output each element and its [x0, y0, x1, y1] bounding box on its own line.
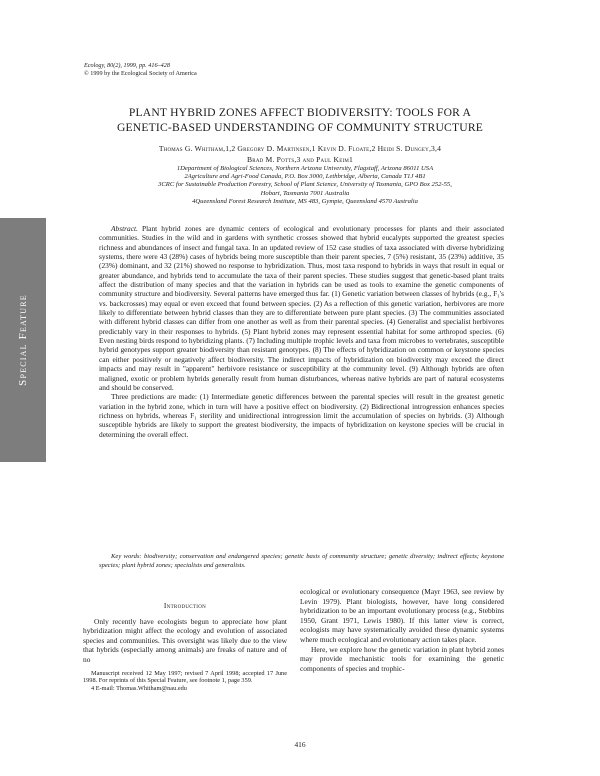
abstract [99, 224, 504, 439]
abstract-text-1: Plant hybrid zones are dynamic centers of ecological and evolutionary processes for plants and their associated communities. Studies in the wild and in gardens with synthetic crosses showed that hybrid eucalypts supported the greatest species richness and abundances of insect and fungal taxa. In an updated review of 152 case studies of taxa associated with diverse hybridizing systems, there were 43 (28%) cases of hybrids being more susceptible than their parent species, 7 (5%) resistant, 35 (23%) additive, 35 (23%) dominant, and 32 (21%) showed no response to hybridization. Thus, most taxa respond to hybrids in ways that result in equal or greater abundance, and hybrids tend to accumulate the taxa of their parent species. These studies suggest that genetic-based plant traits affect the distribution of many species and that the variation in hybrids can be used as tools to examine the genetic components of community structure and biodiversity. Several patterns have emerged thus far. (1) Genetic variation between classes of hybrids (e.g., F₁'s vs. backcrosses) may equal or even exceed that found between species. (2) As a reflection of this genetic variation, herbivores are more likely to differentiate between hybrid classes than they are to differentiate between pure plant species. (3) The communities associated with different hybrid classes can differ from one another as well as from their parental species. (4) Generalist and specialist herbivores predictably vary in their responses to hybrids. (5) Plant hybrid zones may represent essential habitat for some arthropod species. (6) Even nesting birds respond to hybridizing plants. (7) Including multiple trophic levels and taxa from microbes to vertebrates, susceptible hybrid genotypes support greater biodiversity than resistant genotypes. (8) The effects of hybridization on common or keystone species can either positively or negatively affect biodiversity. The indirect impacts of hybridization on biodiversity may exceed the direct impacts and may result in "apparent" herbivore resistance or susceptibility at the community level. (9) Although hybrids are often maligned, exotic or problem hybrids generally result from human disturbances, whereas native hybrids are part of natural ecosystems and should be conserved. [99, 224, 504, 392]
article-title [60, 106, 540, 135]
journal-header [84, 62, 197, 77]
intro-paragraph-right-1: ecological or evolutionary consequence (Mayr 1963, see review by Levin 1979). Plant biologists, however, have long considered hybridization to be an important evolutionary process (e.g., Stebbins 1950, Grant 1971, Lewis 1980). If this latter view is correct, ecologists may have systematically avoided these dynamic systems where much ecological and evolutionary action takes place. [300, 587, 504, 644]
intro-paragraph-left: Only recently have ecologists begun to appreciate how plant hybridization might affect the ecology and evolution of associated species and communities. This oversight was likely due to the view that hybrids (especially among animals) are freaks of nature and of no [83, 616, 287, 664]
affiliation-3: 3CRC for Sustainable Production Forestry, School of Plant Science, University of Tasmania, GPO Box 252-55, [158, 181, 452, 189]
affiliations [80, 165, 530, 206]
author-list [64, 144, 536, 165]
journal-citation: Ecology, 80(2), 1999, pp. 416–428 [84, 62, 170, 69]
intro-paragraph-right-2: Here, we explore how the genetic variation in plant hybrid zones may provide mechanistic tools for examining the genetic components of species and trophic- [300, 644, 504, 673]
footnote-email: 4 E-mail: Thomas.Whitham@nau.edu [91, 685, 187, 693]
abstract-paragraph-1 [99, 224, 504, 392]
page-number: 416 [294, 740, 306, 749]
abstract-paragraph-2: Three predictions are made: (1) Intermediate genetic differences between the parental species will result in the greatest genetic variation in the hybrid zone, which in turn will have a positive effect on biodiversity. (2) Bidirectional introgression enhances species richness on hybrids, whereas F₁ sterility and unidirectional introgression limit the accumulation of species on hybrids. (3) Although susceptible hybrids are likely to support the greatest biodiversity, the impacts of hybridization on keystone species will be crucial in determining the overall effect. [99, 392, 504, 439]
affiliation-2: 2Agriculture and Agri-Food Canada, P.O. Box 3000, Lethbridge, Alberta, Canada T1J 4B1 [184, 173, 426, 181]
keywords-text: biodiversity; conservation and endangered species; genetic basis of community structure; genetic diversity; indirect effects; keystone species; plant hybrid zones; specialists and generalists. [99, 553, 504, 569]
special-feature-label: Special Feature [17, 294, 29, 386]
keywords-label: Key words: [111, 553, 142, 560]
affiliation-1: 1Department of Biological Sciences, Northern Arizona University, Flagstaff, Arizona 86011 USA [176, 165, 434, 172]
right-column [300, 587, 504, 673]
keywords [99, 553, 504, 570]
abstract-label: Abstract. [111, 224, 138, 233]
authors-line-2: Brad M. Potts,3 and Paul Keim1 [247, 154, 353, 164]
journal-copyright: © 1999 by the Ecological Society of America [84, 69, 197, 77]
affiliation-4: 4Queensland Forest Research Institute, MS 483, Gympie, Queensland 4570 Australia [192, 197, 418, 205]
footnotes [83, 670, 287, 694]
affiliation-3-cont: Hobart, Tasmania 7001 Australia [260, 189, 350, 197]
special-feature-tab [0, 218, 46, 462]
authors-line-1: Thomas G. Whitham,1,2 Gregory D. Martinsen,1 Kevin D. Floate,2 Heidi S. Dungey,3,4 [158, 144, 442, 153]
title-line-1: PLANT HYBRID ZONES AFFECT BIODIVERSITY: TOOLS FOR A [128, 106, 472, 119]
section-heading-introduction: Introduction [163, 601, 207, 610]
title-line-2: GENETIC-BASED UNDERSTANDING OF COMMUNITY STRUCTURE [116, 120, 484, 134]
footnote-manuscript: Manuscript received 12 May 1997; revised 7 April 1998; accepted 17 June 1998. For reprints of this Special Feature, see footnote 1, page 359. [83, 669, 287, 685]
left-column [83, 601, 287, 693]
